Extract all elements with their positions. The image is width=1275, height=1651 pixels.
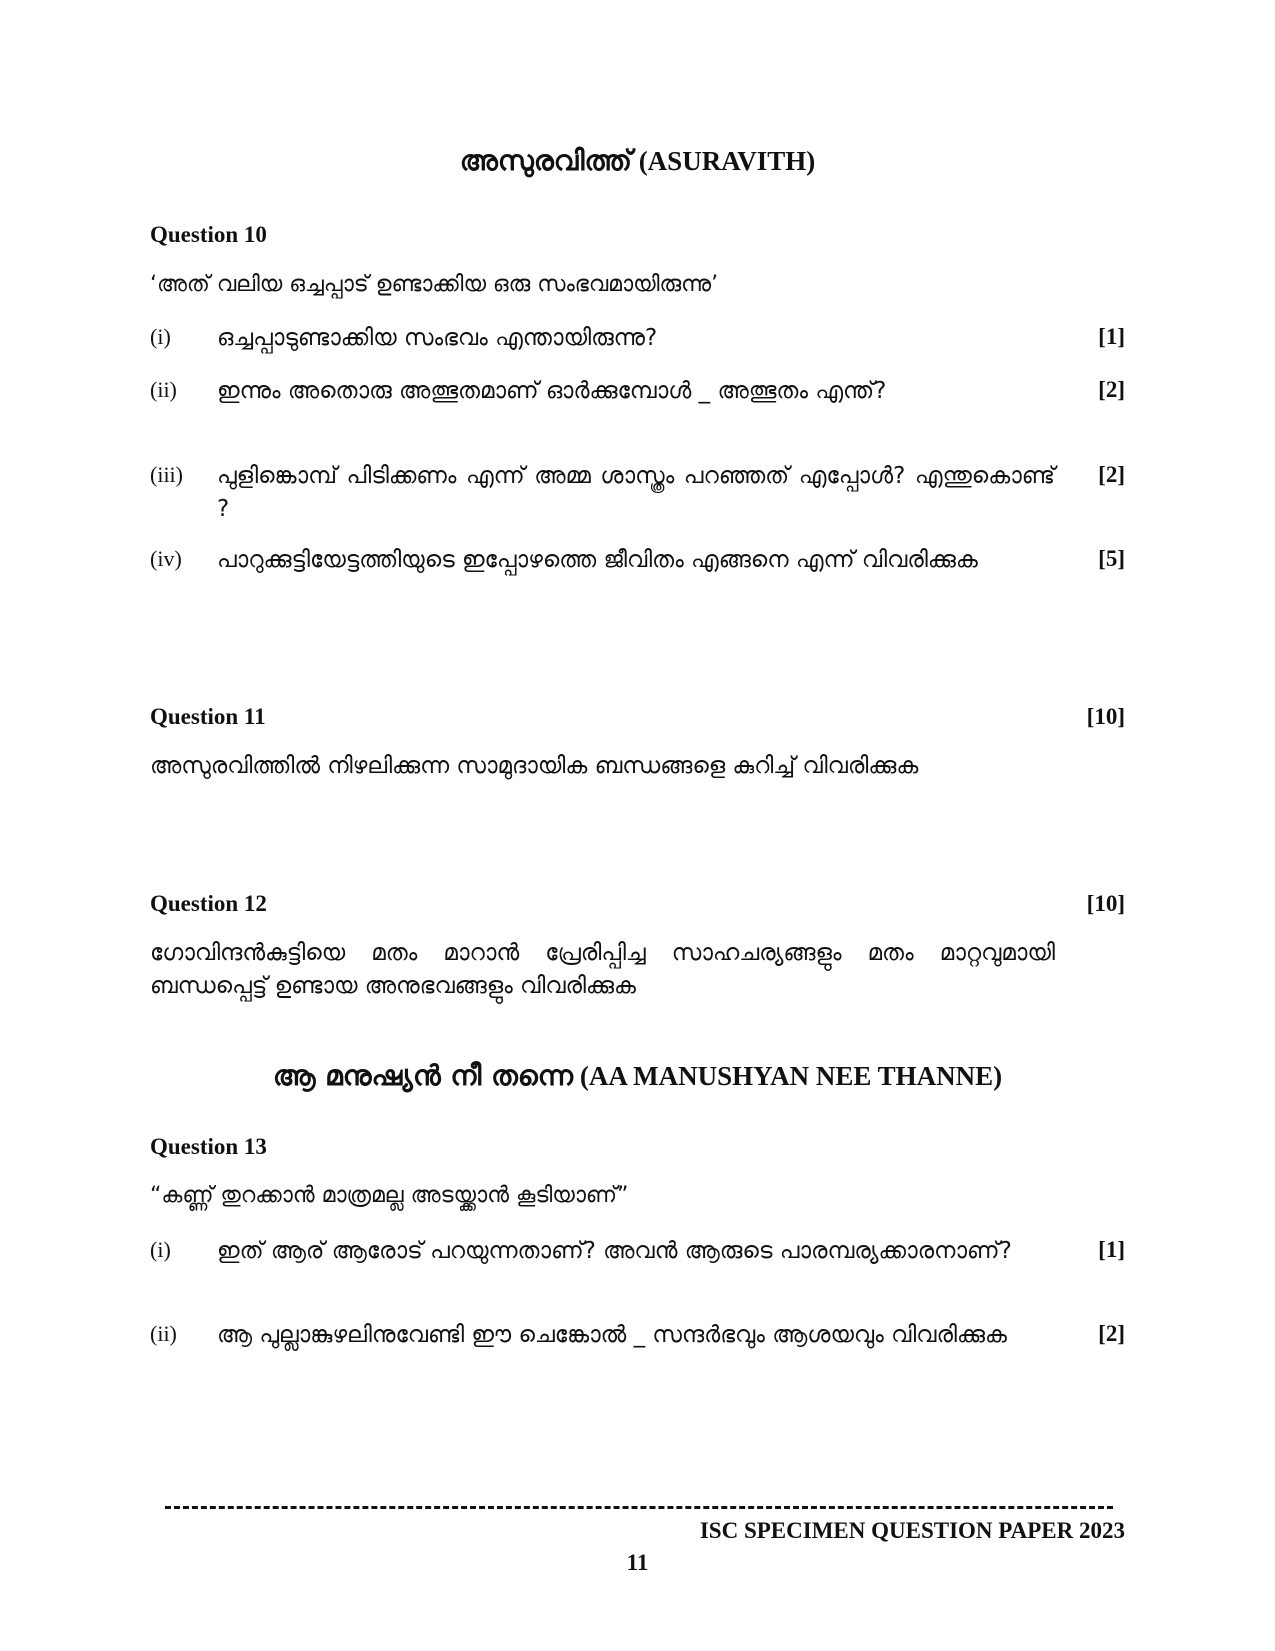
question-quote: “കണ്ണ് തുറക്കാൻ മാത്രമല്ല അടയ്ക്കാൻ കൂടിയാണ്” xyxy=(150,1183,629,1208)
sub-question-marks: [1] xyxy=(1098,324,1125,349)
section-heading-asuravith xyxy=(0,144,1275,178)
sub-question-text: ഇത് ആര് ആരോട് പറയുന്നതാണ്? അവൻ ആരുടെ പാരമ്പര്യക്കാരനാണ്? xyxy=(217,1238,1012,1264)
sub-question-number: (iii) xyxy=(150,462,183,487)
sub-question-number: (i) xyxy=(150,1237,171,1262)
question-text: അസുരവിത്തിൽ നിഴലിക്കുന്ന സാമുദായിക ബന്ധങ്ങളെ കുറിച്ച് വിവരിക്കുക xyxy=(150,753,919,779)
sub-question-text: പാറുക്കുട്ടിയേട്ടത്തിയുടെ ഇപ്പോഴത്തെ ജീവിതം എങ്ങനെ എന്ന് വിവരിക്കുക xyxy=(217,547,978,573)
sub-question-number: (ii) xyxy=(150,377,177,402)
section-title-malayalam: ആ മനുഷ്യൻ നീ തന്നെ xyxy=(272,1059,574,1092)
sub-question-marks: [1] xyxy=(1098,1237,1125,1262)
sub-question-marks: [2] xyxy=(1098,377,1125,402)
section-title-english: (AA MANUSHYAN NEE THANNE) xyxy=(579,1061,1003,1091)
question-quote: ‘അത് വലിയ ഒച്ചപ്പാട് ഉണ്ടാക്കിയ ഒരു സംഭവമായിരുന്നു’ xyxy=(150,272,719,297)
sub-question xyxy=(150,1319,1125,1389)
question-title: Question 13 xyxy=(150,1134,267,1159)
section-title-malayalam: അസുരവിത്ത് xyxy=(459,144,632,177)
section-heading-aa-manushyan xyxy=(0,1059,1275,1093)
sub-question-text: ഒച്ചപ്പാടുണ്ടാക്കിയ സംഭവം എന്തായിരുന്നു? xyxy=(217,325,658,351)
sub-question-marks: [2] xyxy=(1098,462,1125,487)
sub-question xyxy=(150,1235,1125,1305)
question-marks: [10] xyxy=(1086,704,1125,729)
sub-question-marks: [2] xyxy=(1098,1321,1125,1346)
footer-divider xyxy=(165,1506,1113,1509)
sub-question-number: (ii) xyxy=(150,1321,177,1346)
section-title-english: (ASURAVITH) xyxy=(638,146,816,176)
sub-question-text: ആ പുല്ലാങ്കുഴലിനുവേണ്ടി ഈ ചെങ്കോൽ _ സന്ദർഭവും ആശയവും വിവരിക്കുക xyxy=(217,1322,1007,1348)
question-title: Question 10 xyxy=(150,222,267,247)
question-marks: [10] xyxy=(1086,891,1125,916)
question-title: Question 12 xyxy=(150,891,267,916)
sub-question-text: ഇന്നും അതൊരു അത്ഭുതമാണ് ഓർക്കുമ്പോൾ _ അത്ഭുതം എന്ത്? xyxy=(217,378,887,404)
question-title: Question 11 xyxy=(150,704,266,729)
sub-question xyxy=(150,544,1125,614)
question-text: ഗോവിന്ദൻകുട്ടിയെ മതം മാറാൻ പ്രേരിപ്പിച്ച സാഹചര്യങ്ങളും മതം മാറ്റവുമായി ബന്ധപ്പെട്ട് ഉണ്ടായ അനുഭവങ്ങളും വിവരിക്കുക xyxy=(150,940,1055,999)
page-number: 11 xyxy=(626,1550,649,1575)
sub-question xyxy=(150,375,1125,445)
sub-question-number: (i) xyxy=(150,324,171,349)
sub-question-text: പുളിങ്കൊമ്പ് പിടിക്കണം എന്ന് അമ്മ ശാസ്ത്രം പറഞ്ഞത് എപ്പോൾ? എന്തുകൊണ്ട് ? xyxy=(217,463,1055,522)
sub-question-number: (iv) xyxy=(150,546,182,571)
sub-question xyxy=(150,460,1125,530)
footer-paper-title: ISC SPECIMEN QUESTION PAPER 2023 xyxy=(699,1518,1125,1543)
sub-question-marks: [5] xyxy=(1098,546,1125,571)
